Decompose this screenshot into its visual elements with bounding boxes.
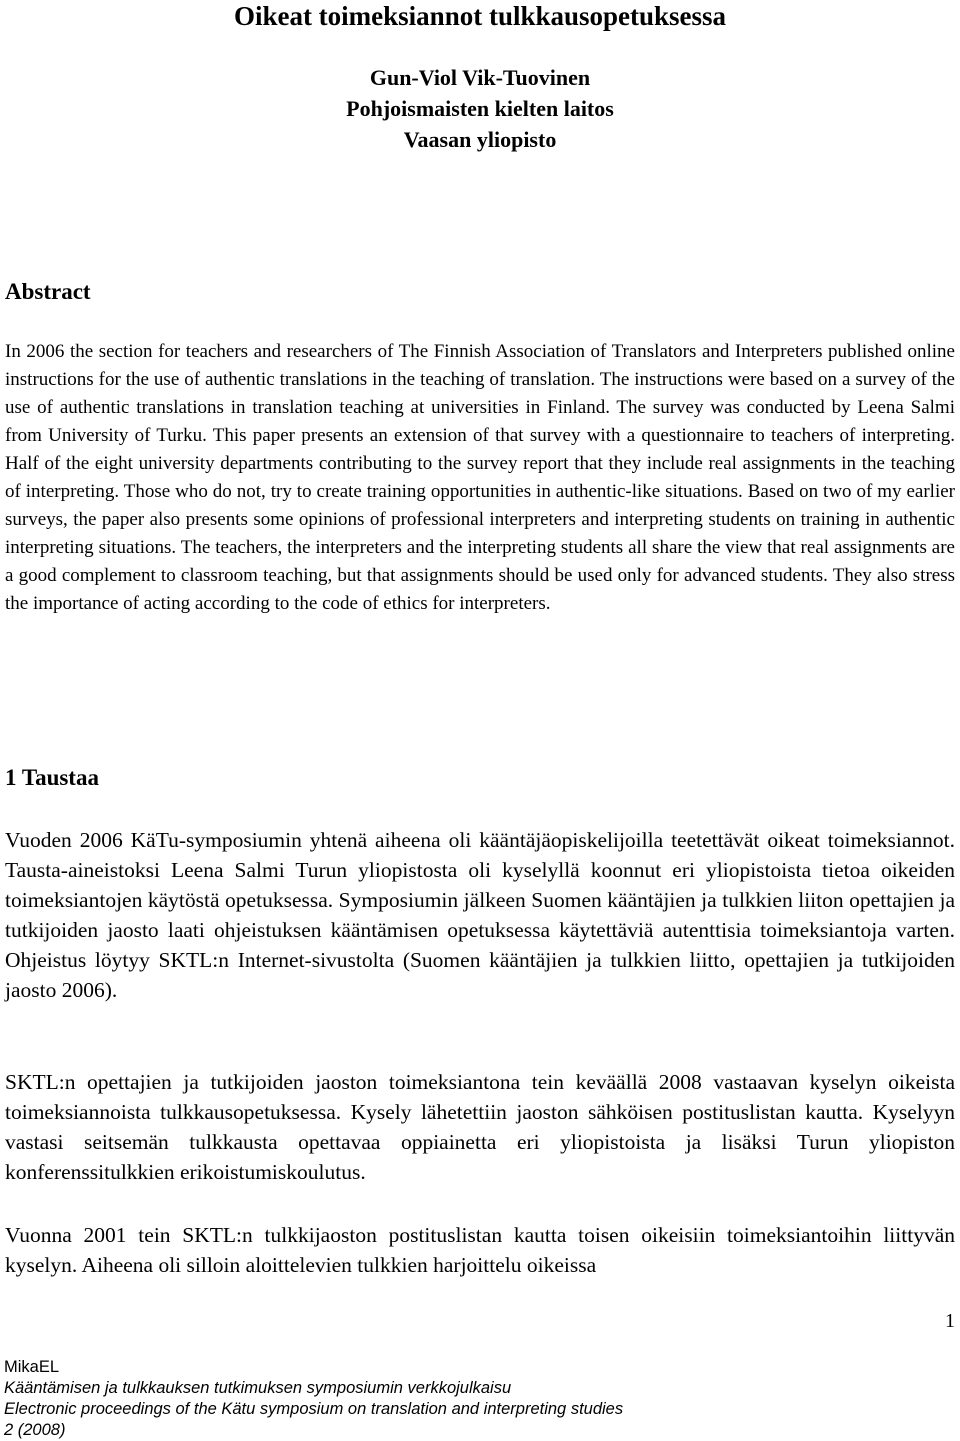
author-university: Vaasan yliopisto: [403, 127, 557, 152]
abstract-heading: Abstract: [5, 279, 91, 304]
footer-issue: 2 (2008): [4, 1421, 66, 1439]
page-number: 1: [945, 1310, 955, 1332]
abstract-text: In 2006 the section for teachers and researchers of The Finnish Association of Translators and Interpreters published online instructions for the use of authentic translations in the teaching of translation. The instructions were based on a survey of the use of authentic translations in translation teaching at universities in Finland. The survey was conducted by Leena Salmi from University of Turku. This paper presents an extension of that survey with a questionnaire to teachers of interpreting. Half of the eight university departments contributing to the survey report that they include real assignments in the teaching of interpreting. Those who do not, try to create training opportunities in authentic-like situations. Based on two of my earlier surveys, the paper also presents some opinions of professional interpreters and interpreting students on training in authentic interpreting situations. The teachers, the interpreters and the interpreting students all share the view that real assignments are a good complement to classroom teaching, but that assignments should be used only for advanced students. They also stress the importance of acting according to the code of ethics for interpreters.: [5, 341, 955, 614]
section-heading-taustaa: 1 Taustaa: [5, 765, 99, 790]
author-name: Gun-Viol Vik-Tuovinen: [369, 65, 591, 90]
body-paragraph-3: Vuonna 2001 tein SKTL:n tulkkijaoston postituslistan kautta toisen oikeisiin toimeksiantoihin liittyvän kyselyn. Aiheena oli silloin aloittelevien tulkkien harjoittelu oikeissa: [5, 1223, 955, 1277]
footer-journal: MikaEL: [4, 1358, 60, 1376]
page-footer: [4, 1357, 623, 1441]
footer-subtitle-fi: Kääntämisen ja tulkkauksen tutkimuksen symposiumin verkkojulkaisu: [4, 1379, 512, 1397]
body-paragraph-2: SKTL:n opettajien ja tutkijoiden jaoston toimeksiantona tein keväällä 2008 vastaavan kyselyn oikeista toimeksiannoista tulkkausopetuksessa. Kysely lähetettiin jaoston sähköisen postituslistan kautta. Kyselyyn vastasi seitsemän tulkkausta opettavaa oppiainetta eri yliopistoista ja lisäksi Turun yliopiston konferenssitulkkien erikoistumiskoulutus.: [5, 1070, 955, 1184]
author-department: Pohjoismaisten kielten laitos: [346, 96, 614, 121]
paper-title: Oikeat toimeksiannot tulkkausopetuksessa: [233, 1, 727, 31]
footer-subtitle-en: Electronic proceedings of the Kätu symposium on translation and interpreting studies: [4, 1400, 624, 1418]
author-block: [0, 62, 960, 155]
body-paragraph-1: Vuoden 2006 KäTu-symposiumin yhtenä aiheena oli kääntäjäopiskelijoilla teetettävät oikeat toimeksiannot. Tausta-aineistoksi Leena Salmi Turun yliopistosta oli kyselyllä koonnut eri yliopistoista tietoa oikeiden toimeksiantojen käytöstä opetuksessa. Symposiumin jälkeen Suomen kääntäjien ja tulkkien liiton opettajien ja tutkijoiden jaosto laati ohjeistuksen kääntämisen opetuksessa käytettäviä autenttisia toimeksiantoja varten. Ohjeistus löytyy SKTL:n Internet-sivustolta (Suomen kääntäjien ja tulkkien liitto, opettajien ja tutkijoiden jaosto 2006).: [5, 828, 955, 1002]
